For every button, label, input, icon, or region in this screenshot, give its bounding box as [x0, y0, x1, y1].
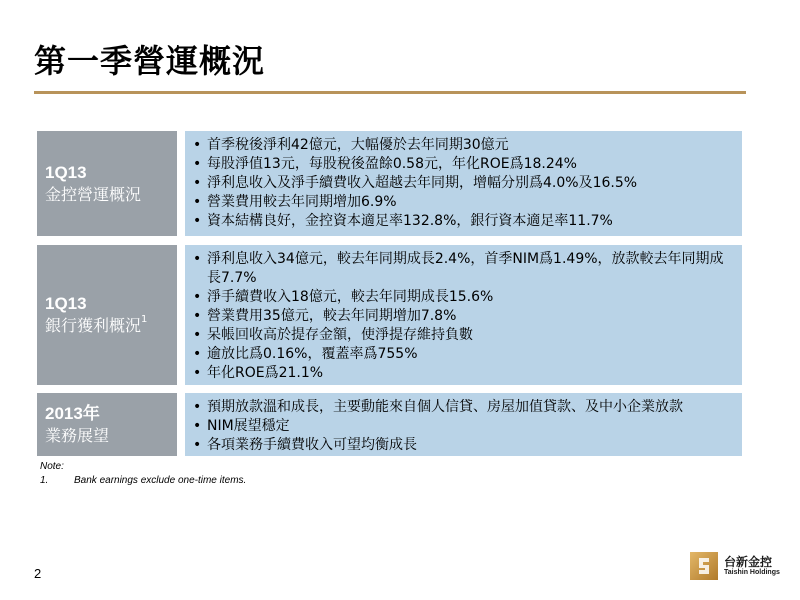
section-bank-profit — [37, 245, 742, 385]
bullet-item: • 淨利息收入及淨手續費收入超越去年同期，增幅分別爲4.0%及16.5% — [191, 174, 736, 193]
bullet-item: • 呆帳回收高於提存金額，使淨提存維持負數 — [191, 326, 736, 345]
section-bullets — [185, 245, 742, 385]
footnote-item — [40, 474, 246, 488]
section-outlook — [37, 393, 742, 456]
section-label-title-wrap — [45, 315, 177, 337]
logo-name-cn: 台新金控 — [724, 555, 773, 569]
footnote-number: 1. — [40, 475, 49, 486]
company-logo — [690, 552, 786, 582]
section-label-period: 1Q13 — [45, 294, 87, 313]
bullet-item: • 預期放款溫和成長，主要動能來自個人信貸、房屋加值貸款、及中小企業放款 — [191, 398, 736, 417]
footnote-text: Bank earnings exclude one-time items. — [74, 475, 247, 486]
bullet-item: • 資本結構良好，金控資本適足率132.8%，銀行資本適足率11.7% — [191, 212, 736, 231]
section-label-period: 2013年 — [45, 403, 100, 423]
logo-emblem-icon — [690, 552, 718, 580]
footnote — [40, 460, 246, 488]
section-label — [37, 393, 177, 456]
bullet-item: • 逾放比爲0.16%，覆蓋率爲755% — [191, 345, 736, 364]
page-title: 第一季營運概況 — [34, 42, 266, 80]
section-bullets — [185, 131, 742, 236]
section-label-title: 金控營運概況 — [45, 184, 142, 204]
footnote-marker: 1 — [141, 314, 148, 325]
section-label-title: 業務展望 — [45, 425, 110, 445]
bullet-item: • 年化ROE爲21.1% — [191, 364, 736, 383]
section-label — [37, 245, 177, 385]
logo-name-en: Taishin Holdings — [724, 569, 780, 576]
section-label-period: 1Q13 — [45, 162, 87, 182]
section-label — [37, 131, 177, 236]
page-number: 2 — [34, 566, 42, 581]
section-holding-overview — [37, 131, 742, 236]
section-bullets — [185, 393, 742, 456]
bullet-item: • 各項業務手續費收入可望均衡成長 — [191, 436, 736, 455]
bullet-item: • 每股淨值13元，每股稅後盈餘0.58元，年化ROE爲18.24% — [191, 155, 736, 174]
title-divider — [34, 91, 746, 94]
bullet-item: • 淨利息收入34億元，較去年同期成長2.4%，首季NIM爲1.49%，放款較去年同期成長7.7% — [191, 250, 736, 288]
bullet-item: • 營業費用較去年同期增加6.9% — [191, 193, 736, 212]
bullet-item: • 淨手續費收入18億元，較去年同期成長15.6% — [191, 288, 736, 307]
bullet-item: • NIM展望穩定 — [191, 417, 736, 436]
footnote-heading: Note: — [40, 461, 64, 472]
bullet-item: • 營業費用35億元，較去年同期增加7.8% — [191, 307, 736, 326]
bullet-item: • 首季稅後淨利42億元，大幅優於去年同期30億元 — [191, 136, 736, 155]
section-label-title: 銀行獲利概況 — [45, 316, 142, 335]
